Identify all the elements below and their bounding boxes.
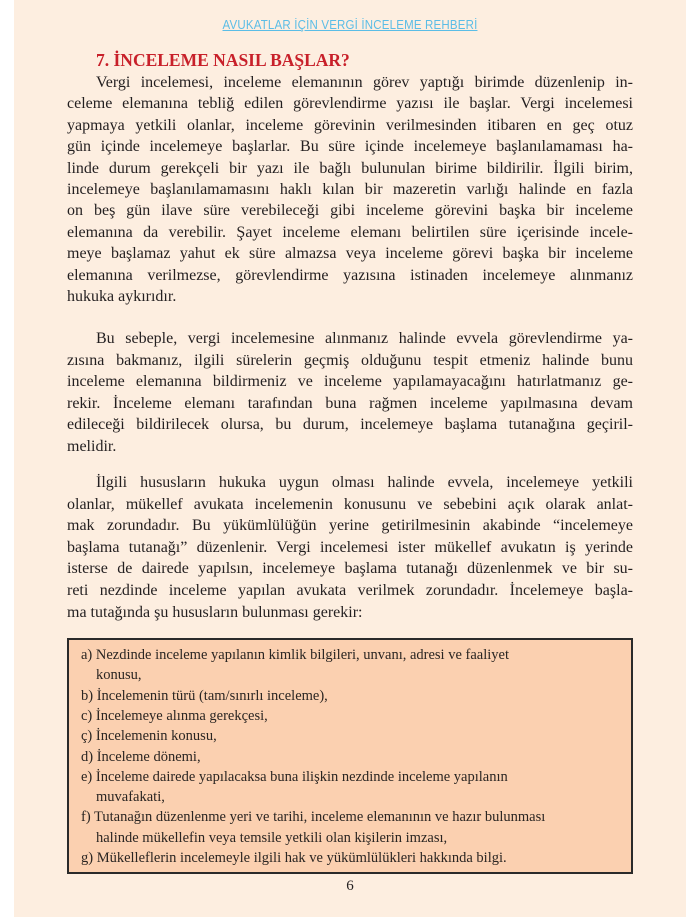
list-item-continuation: muvafakati, — [96, 789, 165, 806]
list-item: g) Mükelleflerin incelemeyle ilgili hak ve yükümlülükleri hakkında bilgi. — [81, 850, 507, 866]
paragraph-line: incelemeye başlanılamamasını haklı kılan bir mazeretin varlığı halinde en fazla — [67, 180, 633, 198]
paragraph-line: hukuka aykırıdır. — [67, 287, 177, 305]
paragraph-3 — [67, 472, 633, 623]
paragraph-line: zısına bakmanız, ilgili sürelerin geçmiş olduğunu tespit etmeniz halinde bunu — [67, 351, 633, 369]
paragraph-line: edileceği bildirilecek olursa, bu durum, incelemeye başlama tutanağına geçiril- — [67, 416, 633, 434]
list-item: c) İncelemeye alınma gerekçesi, — [81, 707, 268, 724]
paragraph-1 — [67, 72, 633, 307]
paragraph-line: meye başlamaz yahut ek süre almazsa veya inceleme görevi başka bir inceleme — [67, 245, 633, 263]
list-item: f) Tutanağın düzenlenme yeri ve tarihi, inceleme elemanının ve hazır bulunması — [81, 809, 546, 826]
requirements-box — [67, 638, 633, 874]
paragraph-line: melidir. — [67, 437, 117, 455]
paragraph-2 — [67, 328, 633, 458]
paragraph-line: başlama tutanağı” düzenlenir. Vergi incelemesi ister mükellef avukatın iş yerinde — [67, 538, 633, 556]
paragraph-line: on beş gün ilave süre verebileceği gibi inceleme görevini başka bir inceleme — [67, 202, 633, 220]
paragraph-line: rekir. İnceleme elemanı tarafından buna rağmen inceleme yapılmasına devam — [67, 394, 633, 412]
list-item: e) İnceleme dairede yapılacaksa buna ilişkin nezdinde inceleme yapılanın — [81, 768, 508, 785]
paragraph-line: isterse de dairede yapılsın, incelemeye başlama tutanağı düzenlenmek ve bir su- — [67, 560, 633, 578]
list-item: a) Nezdinde inceleme yapılanın kimlik bilgileri, unvanı, adresi ve faaliyet — [81, 647, 509, 663]
section-title: 7. İNCELEME NASIL BAŞLAR? — [96, 50, 350, 70]
paragraph-line: elemanına da verebilir. Şayet inceleme elemanı belirtilen süre içerisinde incele- — [67, 223, 633, 241]
list-item: b) İncelemenin türü (tam/sınırlı inceleme), — [81, 687, 328, 704]
paragraph-line: İlgili hususların hukuka uygun olması halinde evvela, incelemeye yetkili — [96, 474, 633, 491]
paragraph-line: Bu sebeple, vergi incelemesine alınmanız halinde evvela görevlendirme ya- — [96, 330, 633, 347]
paragraph-line: gün içinde incelemeye başlarlar. Bu süre içinde incelemeye başlanılamaması ha- — [67, 138, 633, 156]
list-item-continuation: halinde mükellefin veya temsile yetkili olan kişilerin imzası, — [96, 829, 448, 846]
paragraph-line: celeme elemanına tebliğ edilen görevlendirme yazısı ile başlar. Vergi incelemesi — [67, 95, 633, 113]
list-item: ç) İncelemenin konusu, — [81, 728, 217, 745]
paragraph-line: mak zorundadır. Bu yükümlülüğün yerine getirilmesinin akabinde “incelemeye — [67, 517, 633, 535]
running-header: AVUKATLAR İÇİN VERGİ İNCELEME REHBERİ — [222, 18, 478, 32]
paragraph-line: linde durum gerekçeli bir yazı ile bağlı bulunulan birime bildirilir. İlgili birim, — [67, 159, 633, 177]
paragraph-line: olanlar, mükellef avukata incelemenin konusunu ve sebebini açık olarak anlat- — [67, 495, 633, 513]
paragraph-line: elemanına verilmezse, görevlendirme yazısına istinaden incelemeye alınmanız — [67, 266, 633, 284]
paragraph-line: Vergi incelemesi, inceleme elemanının görev yaptığı birimde düzenlenip in- — [96, 74, 633, 91]
list-item: d) İnceleme dönemi, — [81, 748, 201, 765]
paragraph-line: inceleme elemanına bildirmeniz ve inceleme yapılamayacağını hatırlatmanız ge- — [67, 373, 633, 391]
list-item-continuation: konusu, — [96, 667, 142, 684]
paragraph-line: yapmaya yetkili olanlar, inceleme görevinin verilmesinden itibaren en geç otuz — [67, 116, 633, 134]
paragraph-line: ma tutağında şu hususların bulunması gerekir: — [67, 603, 363, 621]
paragraph-line: reti nezdinde inceleme yapılan avukata verilmek zorundadır. İncelemeye başla- — [67, 581, 633, 599]
page-number: 6 — [346, 878, 354, 894]
